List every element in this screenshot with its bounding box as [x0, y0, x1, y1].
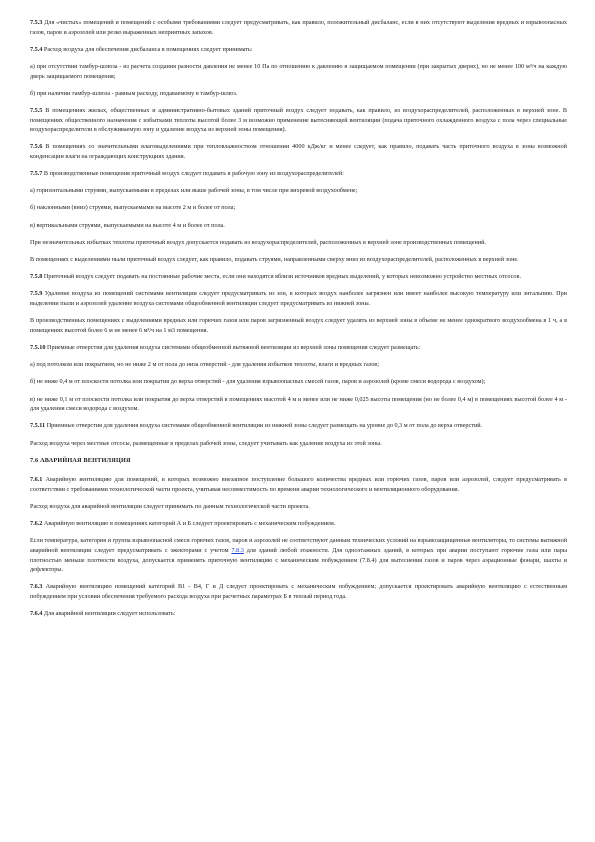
paragraph-text: В производственных помещениях с выделениями вредных или горючих газов или паров загрязненный воздух следует удалять из верхней зоны в объеме не менее однократного воздухообмена в 1 ч, а в помещениях высотой более 6 м не менее 6 м³/ч на 1 м3 помещения.: [30, 317, 567, 334]
paragraph-text-block: [30, 238, 567, 248]
paragraph-text-block: [30, 536, 567, 574]
paragraph-text: Расход воздуха для обеспечения дисбаланса в помещениях следует принимать:: [42, 45, 253, 53]
paragraph-text: При незначительных избытках теплоты приточный воздух допускается подавать из воздухораспределителей, расположенных в верхней зоне производственных помещений.: [30, 238, 486, 246]
paragraph-text: Удаление воздуха из помещений системами вентиляции следует предусматривать из зон, в которых воздух наиболее загрязнен или имеет наиболее высокую температуру или энтальпию. При выделении пыли и аэрозолей удаление воздуха системами общеобменной вентиляции следует предусматривать из нижней зоны.: [30, 290, 567, 307]
clause-number: 7.5.11: [30, 422, 46, 430]
paragraph-7-6-3: [30, 582, 567, 601]
paragraph-7-5-4: [30, 45, 567, 55]
paragraph-text: а) при отсутствии тамбур-шлюза - из расчета создания разности давления не менее 10 Па по отношению к давлению в защищаемом помещении (при закрытых дверях), но не менее 100 м³/ч на каждую дверь защищаемого помещения;: [30, 62, 567, 80]
paragraph-7-6-4: [30, 609, 567, 619]
paragraph-text-block: [30, 502, 567, 512]
paragraph-7-5-6: [30, 142, 567, 161]
paragraph-text: Если температура, категория и группа взрывоопасной смеси горючих газов, паров и аэрозолей не соответствуют данным технических условий на взрывозащищенные вентиляторы, то системы вытяжной аварийной вентиляции следует предусматривать с эжекторами с учетом: [30, 537, 567, 555]
paragraph-text: б) наклонными (вниз) струями, выпускаемыми на высоте 2 м и более от пола;: [30, 204, 236, 212]
clause-number: 7.6.1: [30, 476, 43, 484]
paragraph-text: Для аварийной вентиляции следует использовать:: [42, 610, 176, 618]
paragraph-text: в) вертикальными струями, выпускаемыми на высоте 4 м и более от пола.: [30, 221, 225, 229]
paragraph-7-5-3: [30, 18, 567, 37]
list-item-c: [30, 221, 567, 231]
clause-number: 7.5.8: [30, 273, 43, 281]
clause-number: 7.5.5: [30, 106, 43, 114]
clause-number: 7.5.3: [30, 19, 43, 26]
paragraph-text: Аварийную вентиляцию помещений категорий В1 - В4, Г и Д следует проектировать с механическим побуждением; допускается проектировать аварийную вентиляцию с естественным побуждением при условии обеспечения требуемого расхода воздуха при расчетных параметрах Б в теплый период года.: [30, 583, 567, 600]
list-item-c: [30, 395, 567, 414]
paragraph-text: б) не ниже 0,4 м от плоскости потолка или покрытия до верха отверстий - для удаления взрывоопасных смесей газов, паров и аэрозолей (кроме смеси водорода с воздухом);: [30, 378, 486, 386]
list-item-b: [30, 89, 567, 99]
paragraph-7-6-2: [30, 519, 567, 529]
paragraph-text: В помещениях жилых, общественных и административно-бытовых зданий приточный воздух следует подавать, как правило, из воздухораспределителей, расположенных в верхней зоне. В помещениях общественного назначения с избытками теплоты высотой более 3 м возможно применение вытесняющей вентиляции (подача приточного охлажденного воздуха с пола через специальные воздухораспределители в обслуживаемую зону и удаление воздуха из верхней зоны помещения).: [30, 106, 567, 134]
list-item-b: [30, 377, 567, 387]
list-item-a: [30, 186, 567, 196]
document-page: [30, 18, 567, 626]
paragraph-text-block: [30, 316, 567, 335]
clause-number: 7.5.7: [30, 170, 43, 178]
paragraph-7-5-8: [30, 272, 567, 282]
section-number: 7.6: [30, 456, 39, 464]
list-item-a: [30, 62, 567, 81]
paragraph-text: Для «чистых» помещений и помещений с особыми требованиями следует предусматривать, как правило, положительный дисбаланс, если в них отсутствуют выделения вредных и взрывоопасных газов, паров и аэрозолей или резко выраженных неприятных запахов.: [30, 19, 567, 36]
paragraph-text: Расход воздуха через местные отсосы, размещенные в пределах рабочей зоны, следует учитывать как удаление воздуха из этой зоны.: [30, 439, 382, 447]
clause-number: 7.5.9: [30, 290, 43, 298]
paragraph-text: а) горизонтальными струями, выпускаемыми в пределах или выше рабочей зоны, в том числе при вихревой воздухообмене;: [30, 187, 358, 195]
paragraph-text: в) не ниже 0,1 м от плоскости потолка или покрытия до верха отверстий в помещениях высотой 4 м и менее или не ниже 0,025 высоты помещения (но не более 0,4 м) в помещениях высотой более 4 м - для удаления смеси водорода с воздухом.: [30, 395, 567, 413]
paragraph-7-5-11: [30, 421, 567, 431]
section-heading: [30, 456, 567, 466]
clause-number: 7.5.10: [30, 343, 46, 351]
paragraph-text: для зданий любой этажности. Для одноэтажных зданий, в которых при аварии поступают горючие газы или пары плотностью меньше плотности воздуха, допускается применять приточную вентиляцию с механическим побуждением (7.8.4) для вытеснения газов и паров через аэрационные фонари, шахты и дефлекторы.: [30, 547, 568, 574]
paragraph-text: Расход воздуха для аварийной вентиляции следует принимать по данным технологической части проекта.: [30, 503, 310, 511]
paragraph-text: Приемные отверстия для удаления воздуха системами общеобменной вентиляции из нижней зоны следует размещать на уровне до 0,3 м от пола до верха отверстий.: [45, 422, 483, 430]
paragraph-7-5-7: [30, 169, 567, 179]
list-item-b: [30, 203, 567, 213]
paragraph-7-5-5: [30, 106, 567, 135]
clause-number: 7.6.4: [30, 610, 43, 618]
clause-number: 7.5.6: [30, 143, 43, 151]
paragraph-text: а) под потолком или покрытием, но не ниже 2 м от пола до низа отверстий - для удаления избытков теплоты, влаги и вредных газов;: [30, 361, 379, 369]
clause-number: 7.5.4: [30, 45, 43, 53]
paragraph-text: Аварийную вентиляцию для помещений, в которых возможно внезапное поступление большого количества вредных или горючих газов, паров или аэрозолей, следует предусматривать в соответствии с требованиями технологической части проекта, учитывая несовместимость по времени аварии технологического и вентиляционного оборудования.: [30, 476, 567, 493]
paragraph-text: Приемные отверстия для удаления воздуха системами общеобменной вытяжной вентиляции из верхней зоны помещения следует размещать:: [45, 343, 421, 351]
paragraph-text: Приточный воздух следует подавать на постоянные рабочие места, если они находятся вблизи источников вредных выделений, у которых невозможно устройство местных отсосов.: [42, 273, 521, 281]
paragraph-7-6-1: [30, 475, 567, 494]
paragraph-text-block: [30, 255, 567, 265]
section-title: АВАРИЙНАЯ ВЕНТИЛЯЦИЯ: [38, 456, 131, 464]
clause-number: 7.6.3: [30, 583, 43, 591]
list-item-a: [30, 360, 567, 370]
paragraph-text-block: [30, 439, 567, 449]
clause-number: 7.6.2: [30, 520, 43, 528]
paragraph-text: б) при наличии тамбур-шлюза - равным расходу, подаваемому в тамбур-шлюз.: [30, 89, 238, 97]
paragraph-7-5-9: [30, 289, 567, 308]
cross-reference-link[interactable]: 7.8.3: [231, 547, 244, 555]
paragraph-text: Аварийную вентиляцию в помещениях категорий А и Б следует проектировать с механическим побуждением.: [42, 520, 336, 528]
paragraph-text: В помещениях со значительными влаговыделениями при тепловлажностном отношении 4000 кДж/кг и менее следует, как правило, подавать часть приточного воздуха в зоны возможной конденсации влаги на ограждающих конструкциях здания.: [30, 143, 567, 160]
paragraph-text: В помещениях с выделениями пыли приточный воздух следует, как правило, подавать струями, направленными сверху вниз из воздухораспределителей, расположенных в верхней зоне.: [30, 256, 519, 264]
paragraph-7-5-10: [30, 343, 567, 353]
paragraph-text: В производственные помещения приточный воздух следует подавать в рабочую зону из воздухораспределителей:: [42, 170, 344, 178]
